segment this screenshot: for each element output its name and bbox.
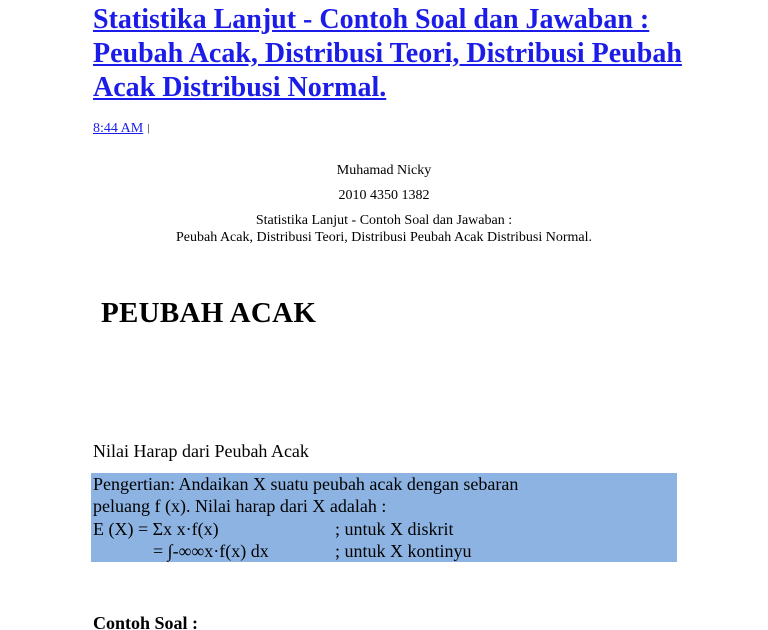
post-title-link[interactable]: Statistika Lanjut - Contoh Soal dan Jawaban : Peubah Acak, Distribusi Teori, Distribusi Peubah Acak Distribusi Normal. bbox=[93, 4, 682, 103]
subject-block bbox=[0, 212, 768, 246]
formula-discrete: E (X) = Σx x·f(x) bbox=[93, 519, 219, 539]
formula-continuous: = ∫-∞∞x·f(x) dx bbox=[153, 541, 269, 561]
condition-discrete: ; untuk X diskrit bbox=[335, 519, 454, 539]
subject-line-1: Statistika Lanjut - Contoh Soal dan Jawaban : bbox=[255, 213, 513, 228]
definition-line-1: Pengertian: Andaikan X suatu peubah acak dengan sebaran bbox=[93, 474, 519, 494]
definition-box bbox=[91, 473, 677, 562]
author-name: Muhamad Nicky bbox=[336, 163, 432, 178]
condition-continuous: ; untuk X kontinyu bbox=[335, 541, 472, 561]
student-id: 2010 4350 1382 bbox=[338, 188, 430, 203]
post-meta bbox=[93, 119, 149, 138]
section-heading: PEUBAH ACAK bbox=[101, 297, 317, 329]
sub-heading: Nilai Harap dari Peubah Acak bbox=[93, 441, 309, 461]
example-heading: Contoh Soal : bbox=[93, 613, 199, 630]
subject-line-2: Peubah Acak, Distribusi Teori, Distribusi Peubah Acak Distribusi Normal. bbox=[176, 230, 592, 245]
post-time-link[interactable]: 8:44 AM bbox=[93, 121, 144, 136]
post-title bbox=[93, 3, 733, 105]
definition-line-2: peluang f (x). Nilai harap dari X adalah : bbox=[93, 496, 387, 516]
meta-separator: | bbox=[147, 122, 150, 134]
